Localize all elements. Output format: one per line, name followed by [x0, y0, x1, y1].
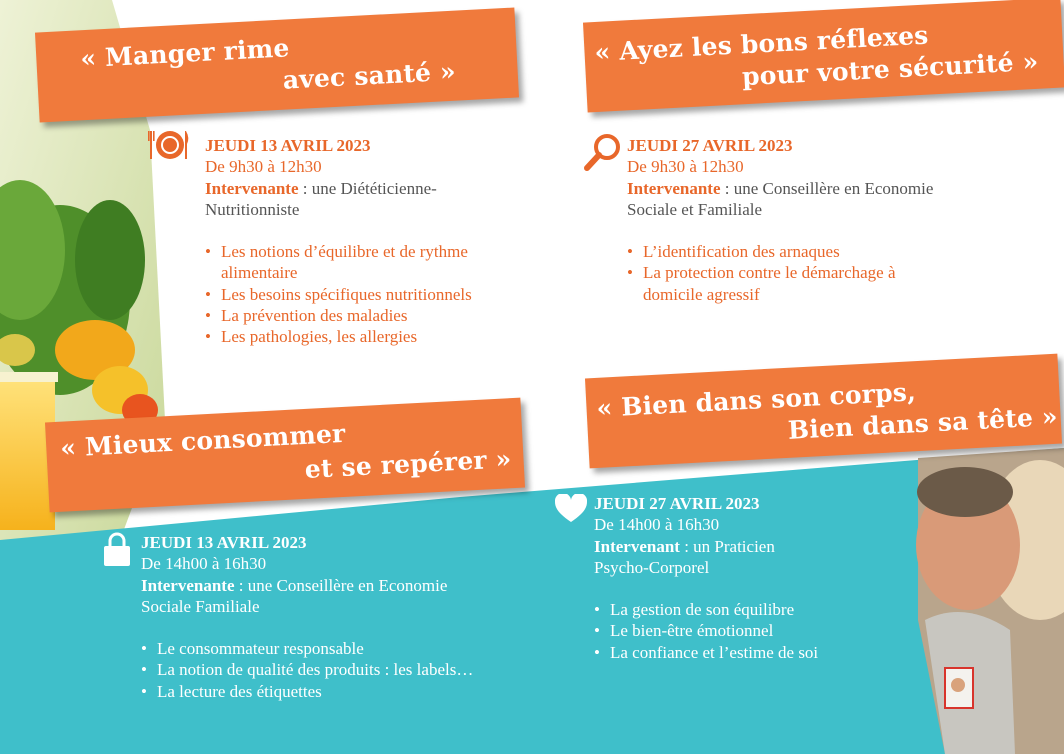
section-2-speaker: : une Conseillère en Economie	[720, 178, 934, 198]
heart-icon	[555, 494, 587, 524]
section-2-title-line2: pour votre sécurité »	[741, 46, 1040, 92]
section-2-details	[627, 135, 1007, 305]
section-3-title-line1: « Mieux consommer	[59, 418, 347, 463]
section-4-title-line2: Bien dans sa tête »	[787, 401, 1059, 445]
plate-fork-knife-icon	[148, 128, 190, 164]
section-3-time: De 14h00 à 16h30	[141, 554, 267, 574]
list-item: • La prévention des maladies	[205, 305, 535, 326]
section-4-title-line1: « Bien dans son corps,	[595, 377, 917, 423]
section-1-title-line1: « Manger rime	[79, 33, 291, 74]
section-1-topics	[205, 241, 535, 347]
section-4-speaker-continued: Psycho-Corporel	[594, 557, 710, 577]
list-item: • Les pathologies, les allergies	[205, 326, 535, 347]
magnifier-icon	[583, 132, 623, 172]
section-3-title-line2: et se repérer »	[304, 444, 513, 484]
section-4-details	[594, 493, 909, 663]
section-1-details	[205, 135, 535, 348]
list-item-continued: alimentaire	[221, 263, 298, 283]
list-item: • La protection contre le démarchage à	[627, 262, 1007, 283]
list-item: • La confiance et l’estime de soi	[594, 642, 909, 663]
people-photo	[916, 448, 1064, 754]
section-2-speaker-continued: Sociale et Familiale	[627, 199, 763, 219]
section-1-speaker: : une Diététicienne-	[298, 178, 437, 198]
section-3-speaker: : une Conseillère en Economie	[234, 575, 448, 595]
list-item: • L’identification des arnaques	[627, 241, 1007, 262]
section-4-time: De 14h00 à 16h30	[594, 515, 720, 535]
section-3-topics	[141, 638, 521, 702]
section-1-speaker-continued: Nutritionniste	[205, 199, 300, 219]
section-1-speaker-label: Intervenante	[205, 178, 299, 198]
list-item: • La lecture des étiquettes	[141, 681, 521, 702]
list-item: • Le consommateur responsable	[141, 638, 521, 659]
section-2-date: JEUDI 27 AVRIL 2023	[627, 136, 793, 155]
section-2-speaker-label: Intervenante	[627, 178, 721, 198]
section-1-date: JEUDI 13 AVRIL 2023	[205, 136, 371, 155]
section-2-topics	[627, 241, 1007, 305]
list-item: • Les notions d’équilibre et de rythme	[205, 241, 535, 262]
shopping-bag-icon	[102, 532, 132, 568]
list-item: • La gestion de son équilibre	[594, 599, 909, 620]
section-4-speaker-label: Intervenant	[594, 536, 680, 556]
section-2-title-line1: « Ayez les bons réflexes	[593, 20, 930, 67]
section-4-topics	[594, 599, 909, 663]
list-item: • Les besoins spécifiques nutritionnels	[205, 284, 535, 305]
list-item: • Le bien-être émotionnel	[594, 620, 909, 641]
section-3-details	[141, 532, 521, 702]
list-item-continued: domicile agressif	[643, 284, 760, 304]
section-3-date: JEUDI 13 AVRIL 2023	[141, 533, 307, 552]
section-3-speaker-label: Intervenante	[141, 575, 235, 595]
section-2-time: De 9h30 à 12h30	[627, 157, 744, 177]
section-1-title-line2: avec santé »	[282, 56, 457, 95]
section-4-date: JEUDI 27 AVRIL 2023	[594, 494, 760, 513]
section-3-speaker-continued: Sociale Familiale	[141, 596, 260, 616]
section-4-speaker: : un Praticien	[679, 536, 775, 556]
section-1-time: De 9h30 à 12h30	[205, 157, 322, 177]
list-item: • La notion de qualité des produits : les labels…	[141, 659, 521, 680]
